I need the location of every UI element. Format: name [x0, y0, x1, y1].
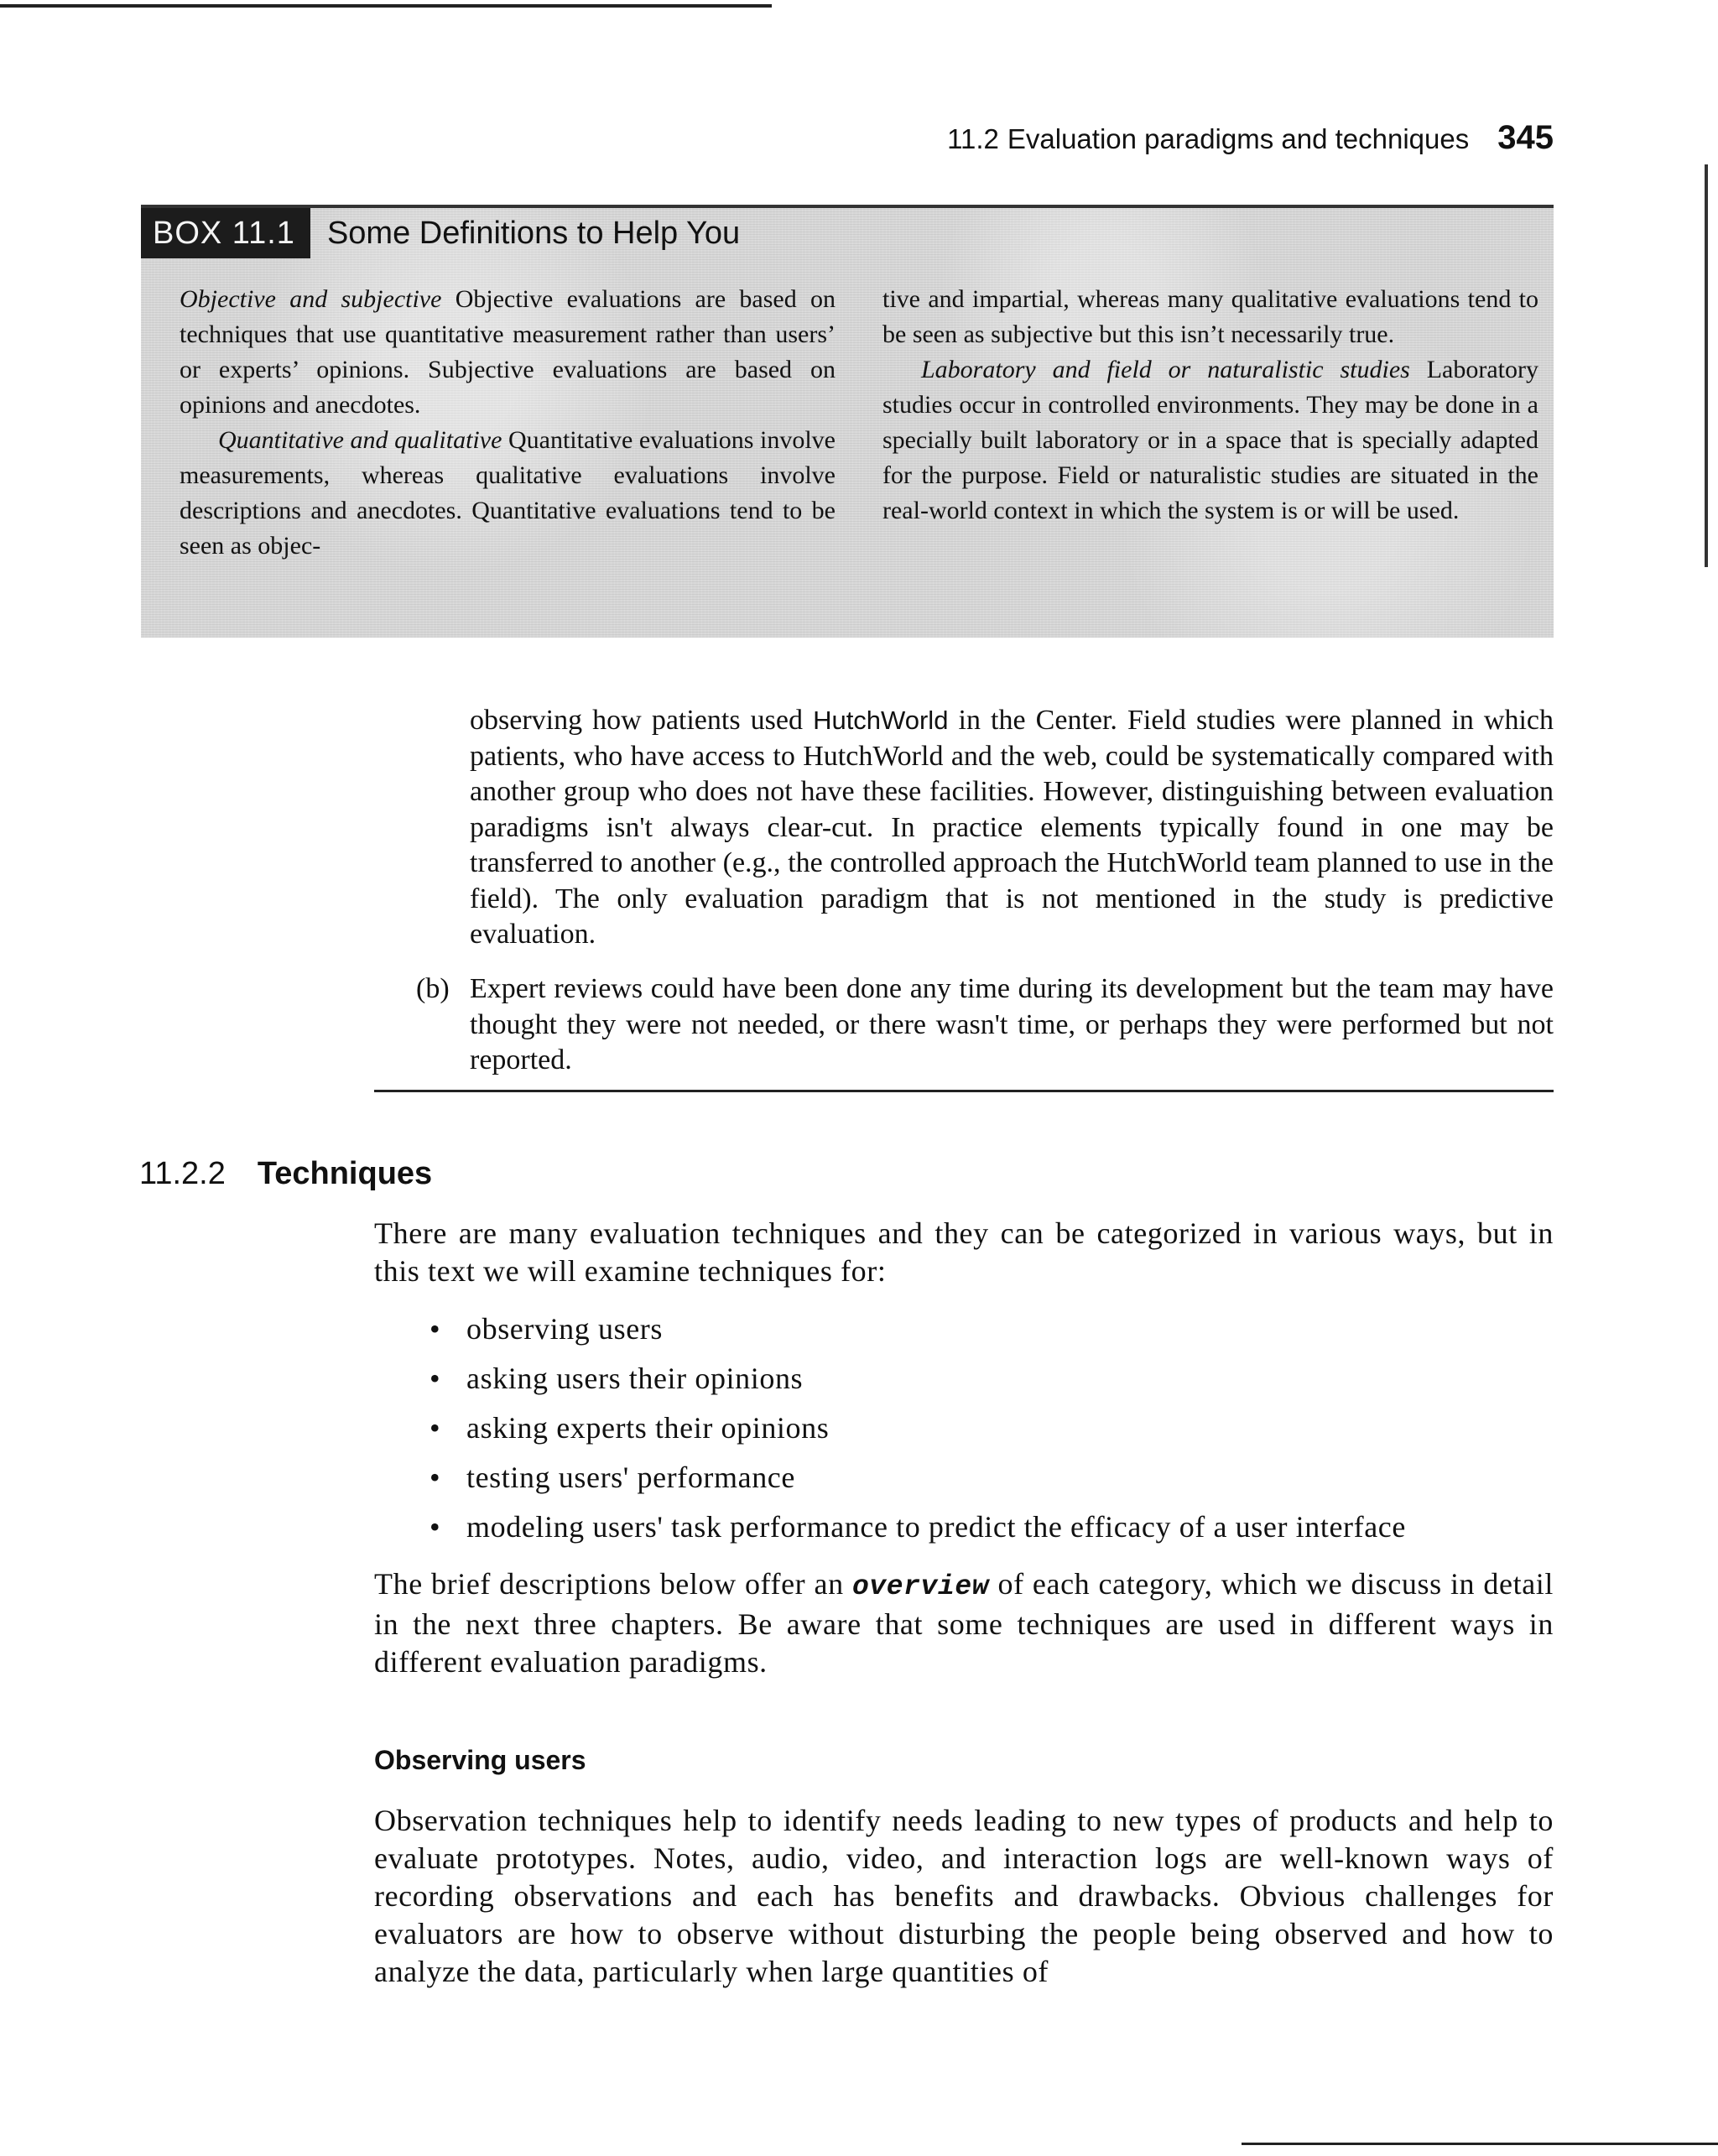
bottom-rule: [1242, 2143, 1718, 2145]
overview-paragraph: [374, 1565, 1554, 1681]
technique-list: [430, 1310, 1406, 1558]
margin-bar: [1705, 164, 1708, 567]
list-item: [430, 1310, 1406, 1360]
list-item: [430, 1360, 1406, 1409]
definitions-box: [141, 205, 1554, 638]
intro-text: There are many evaluation techniques and they can be categorized in various ways, but in this text we will examine techniques for:: [374, 1216, 1554, 1288]
list-item-text: asking users their opinions: [466, 1362, 804, 1395]
section-title: Techniques: [257, 1156, 433, 1191]
section-intro: [374, 1215, 1554, 1290]
running-head-section: 11.2: [947, 123, 999, 154]
list-item-text: asking experts their opinions: [466, 1411, 830, 1445]
observing-text: Observation techniques help to identify needs leading to new types of products and help to evaluate prototypes. Notes, audio, video, and interaction logs are well-known ways of recording observations and each has benefits and drawbacks. Obvious challenges for evaluators are how to observe without disturbing the people being observed and how to analyze the data, particularly when large quantities of: [374, 1804, 1554, 1988]
list-item-text: observing users: [466, 1312, 663, 1346]
overview-after: of each category, which we discuss in detail in the next three chapters. Be aware that some techniques are used in different ways in different evaluation paradigms.: [374, 1567, 1554, 1679]
list-item: [430, 1409, 1406, 1459]
subsection-heading: Observing users: [374, 1745, 586, 1775]
overview-before: The brief descriptions below offer an: [374, 1567, 852, 1601]
overview-emphasis: overview: [851, 1571, 990, 1602]
box-definition: Laboratory studies occur in controlled environments. They may be done in a specially built laboratory or in a space that is specially adapted for the purpose. Field or naturalistic studies are situated in the real-world context in which the system is or will be used.: [882, 356, 1538, 524]
hutchworld-term: HutchWorld: [813, 706, 949, 735]
cont-lead: observing how patients used: [470, 705, 814, 736]
bullet-icon: •: [430, 1510, 441, 1544]
box-paragraph: [180, 423, 836, 564]
item-marker: (b): [416, 973, 450, 1004]
list-item: [430, 1459, 1406, 1508]
page-number: 345: [1497, 119, 1554, 156]
continuation-paragraph: [470, 703, 1554, 953]
bullet-icon: •: [430, 1362, 441, 1395]
item-text: Expert reviews could have been done any time during its development but the team may have thought they were not needed, or there wasn't time, or perhaps they were performed but not reported.: [470, 973, 1554, 1075]
box-term: Objective and subjective: [180, 285, 442, 313]
box-term: Laboratory and field or naturalistic studies: [921, 356, 1410, 383]
list-item-text: testing users' performance: [466, 1461, 795, 1494]
section-divider: [374, 1090, 1554, 1092]
running-head-title: Evaluation paradigms and techniques: [1007, 123, 1470, 154]
top-rule: [0, 4, 772, 8]
box-label: BOX 11.1: [141, 208, 310, 258]
box-paragraph: [882, 352, 1538, 529]
bullet-icon: •: [430, 1411, 441, 1445]
cont-rest: in the Center. Field studies were planned in which patients, who have access to HutchWorld and the web, could be systematically compared with another group who does not have these facilities. However, distinguishing between evaluation paradigms isn't always clear-cut. In practice elements typically found in one may be transferred to another (e.g., the controlled approach the HutchWorld team planned to use in the field). The only evaluation paradigm that is not mentioned in the study is predictive evaluation.: [470, 705, 1554, 950]
box-paragraph: tive and impartial, whereas many qualitative evaluations tend to be seen as subjective but this isn’t necessarily true.: [882, 285, 1538, 348]
bullet-icon: •: [430, 1461, 441, 1494]
bullet-icon: •: [430, 1312, 441, 1346]
section-heading: [139, 1156, 432, 1192]
box-left-column: [180, 282, 836, 564]
box-definition: Quantitative evaluations involve measurements, whereas qualitative evaluations involve descriptions and anecdotes. Quantitative evaluations tend to be seen as objec-: [180, 426, 836, 560]
box-paragraph: [180, 282, 836, 423]
observing-paragraph: [374, 1802, 1554, 1991]
box-columns: [180, 282, 1538, 564]
answer-item-b: [416, 971, 1554, 1079]
box-header: [141, 208, 740, 258]
box-definition: Objective evaluations are based on techniques that use quantitative measurement rather than users’ or experts’ opinions. Subjective evaluations are based on opinions and anecdotes.: [180, 285, 836, 419]
box-right-column: [882, 282, 1538, 564]
list-item-text: modeling users' task performance to predict the efficacy of a user interface: [466, 1510, 1406, 1544]
box-term: Quantitative and qualitative: [218, 426, 502, 454]
box-title: Some Definitions to Help You: [326, 215, 741, 251]
list-item: [430, 1508, 1406, 1558]
running-head: [947, 119, 1554, 157]
section-number: 11.2.2: [139, 1156, 226, 1191]
